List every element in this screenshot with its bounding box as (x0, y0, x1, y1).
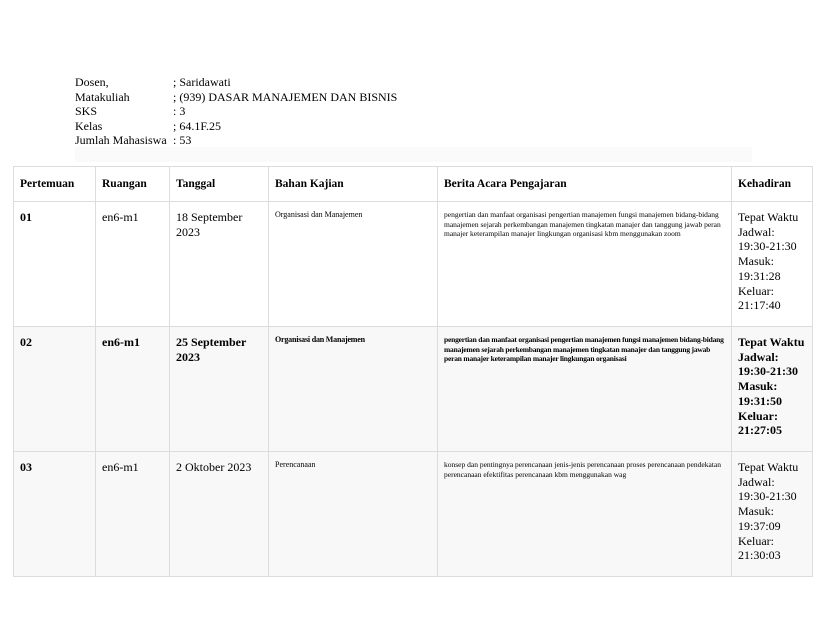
jadwal-label: Jadwal: (738, 349, 779, 364)
course-info (75, 75, 397, 148)
masuk-value: 19:31:28 (738, 268, 781, 283)
header-pertemuan: Pertemuan (14, 167, 96, 202)
jadwal-value: 19:30-21:30 (738, 364, 798, 379)
info-value: : 3 (173, 104, 186, 118)
masuk-value: 19:31:50 (738, 393, 782, 408)
header-kehadiran: Kehadiran (732, 167, 813, 202)
info-label: Kelas (75, 118, 103, 133)
masuk-label: Masuk: (738, 504, 774, 519)
info-label: SKS (75, 104, 98, 118)
keluar-label: Keluar: (738, 283, 774, 298)
cell-pertemuan: 02 (14, 327, 96, 452)
cell-berita-acara: konsep dan pentingnya perencanaan jenis-jenis perencanaan proses perencanaan pendekatan perencanaan efektifitas perencanaan kbm menggunakan wag (438, 452, 732, 577)
table-row (14, 452, 813, 577)
table-header-row (14, 167, 813, 202)
jadwal-label: Jadwal: (738, 224, 775, 239)
jadwal-value: 19:30-21:30 (738, 239, 797, 254)
cell-tanggal: 25 September 2023 (170, 327, 269, 452)
header-tanggal: Tanggal (170, 167, 269, 202)
keluar-value: 21:30:03 (738, 548, 781, 563)
info-value: ; 64.1F.25 (173, 118, 222, 133)
cell-tanggal: 2 Oktober 2023 (170, 452, 269, 577)
masuk-label: Masuk: (738, 379, 778, 394)
keluar-value: 21:17:40 (738, 298, 781, 313)
kehadiran-status: Tepat Waktu (738, 210, 799, 224)
masuk-label: Masuk: (738, 254, 774, 269)
cell-bahan-kajian: Organisasi dan Manajemen (269, 327, 438, 452)
cell-kehadiran (732, 327, 813, 452)
cell-bahan-kajian: Perencanaan (269, 452, 438, 577)
cell-ruangan: en6-m1 (96, 202, 170, 327)
table-row (14, 327, 813, 452)
header-berita-acara: Berita Acara Pengajaran (438, 167, 732, 202)
cell-kehadiran (732, 202, 813, 327)
info-value: ; (939) DASAR MANAJEMEN DAN BISNIS (173, 89, 398, 104)
kehadiran-status: Tepat Waktu (738, 335, 805, 349)
info-row-jumlah (75, 133, 397, 148)
header-ruangan: Ruangan (96, 167, 170, 202)
cell-tanggal: 18 September 2023 (170, 202, 269, 327)
info-row-dosen (75, 75, 397, 90)
info-value: : 53 (173, 133, 192, 147)
cell-berita-acara: pengertian dan manfaat organisasi pengertian manajemen fungsi manajemen bidang-bidang manajemen sejarah perkembangan manajemen tingkatan manajer dan tanggung jawab peran manajer keterampilan manajer lingkungan organisasi kbm menggunakan zoom (438, 202, 732, 327)
keluar-value: 21:27:05 (738, 423, 782, 438)
cell-ruangan: en6-m1 (96, 452, 170, 577)
info-label: Dosen, (75, 75, 109, 89)
jadwal-value: 19:30-21:30 (738, 489, 797, 504)
info-row-kelas (75, 119, 397, 134)
info-row-matakuliah (75, 90, 397, 105)
cell-kehadiran (732, 452, 813, 577)
info-label: Jumlah Mahasiswa (75, 133, 167, 147)
cell-pertemuan: 01 (14, 202, 96, 327)
header-bahan-kajian: Bahan Kajian (269, 167, 438, 202)
divider-band (75, 147, 752, 162)
cell-bahan-kajian: Organisasi dan Manajemen (269, 202, 438, 327)
info-row-sks (75, 104, 397, 119)
kehadiran-status: Tepat Waktu (738, 460, 799, 474)
cell-pertemuan: 03 (14, 452, 96, 577)
info-value: ; Saridawati (173, 75, 231, 89)
masuk-value: 19:37:09 (738, 518, 781, 533)
attendance-table (13, 166, 813, 577)
cell-ruangan: en6-m1 (96, 327, 170, 452)
jadwal-label: Jadwal: (738, 474, 775, 489)
table-row (14, 202, 813, 327)
keluar-label: Keluar: (738, 533, 774, 548)
cell-berita-acara: pengertian dan manfaat organisasi pengertian manajemen fungsi manajemen bidang-bidang manajemen sejarah perkembangan manajemen tingkatan manajer dan tanggung jawab peran manajer keterampilan manajer lingkungan organisasi (438, 327, 732, 452)
info-label: Matakuliah (75, 89, 130, 104)
keluar-label: Keluar: (738, 408, 778, 423)
